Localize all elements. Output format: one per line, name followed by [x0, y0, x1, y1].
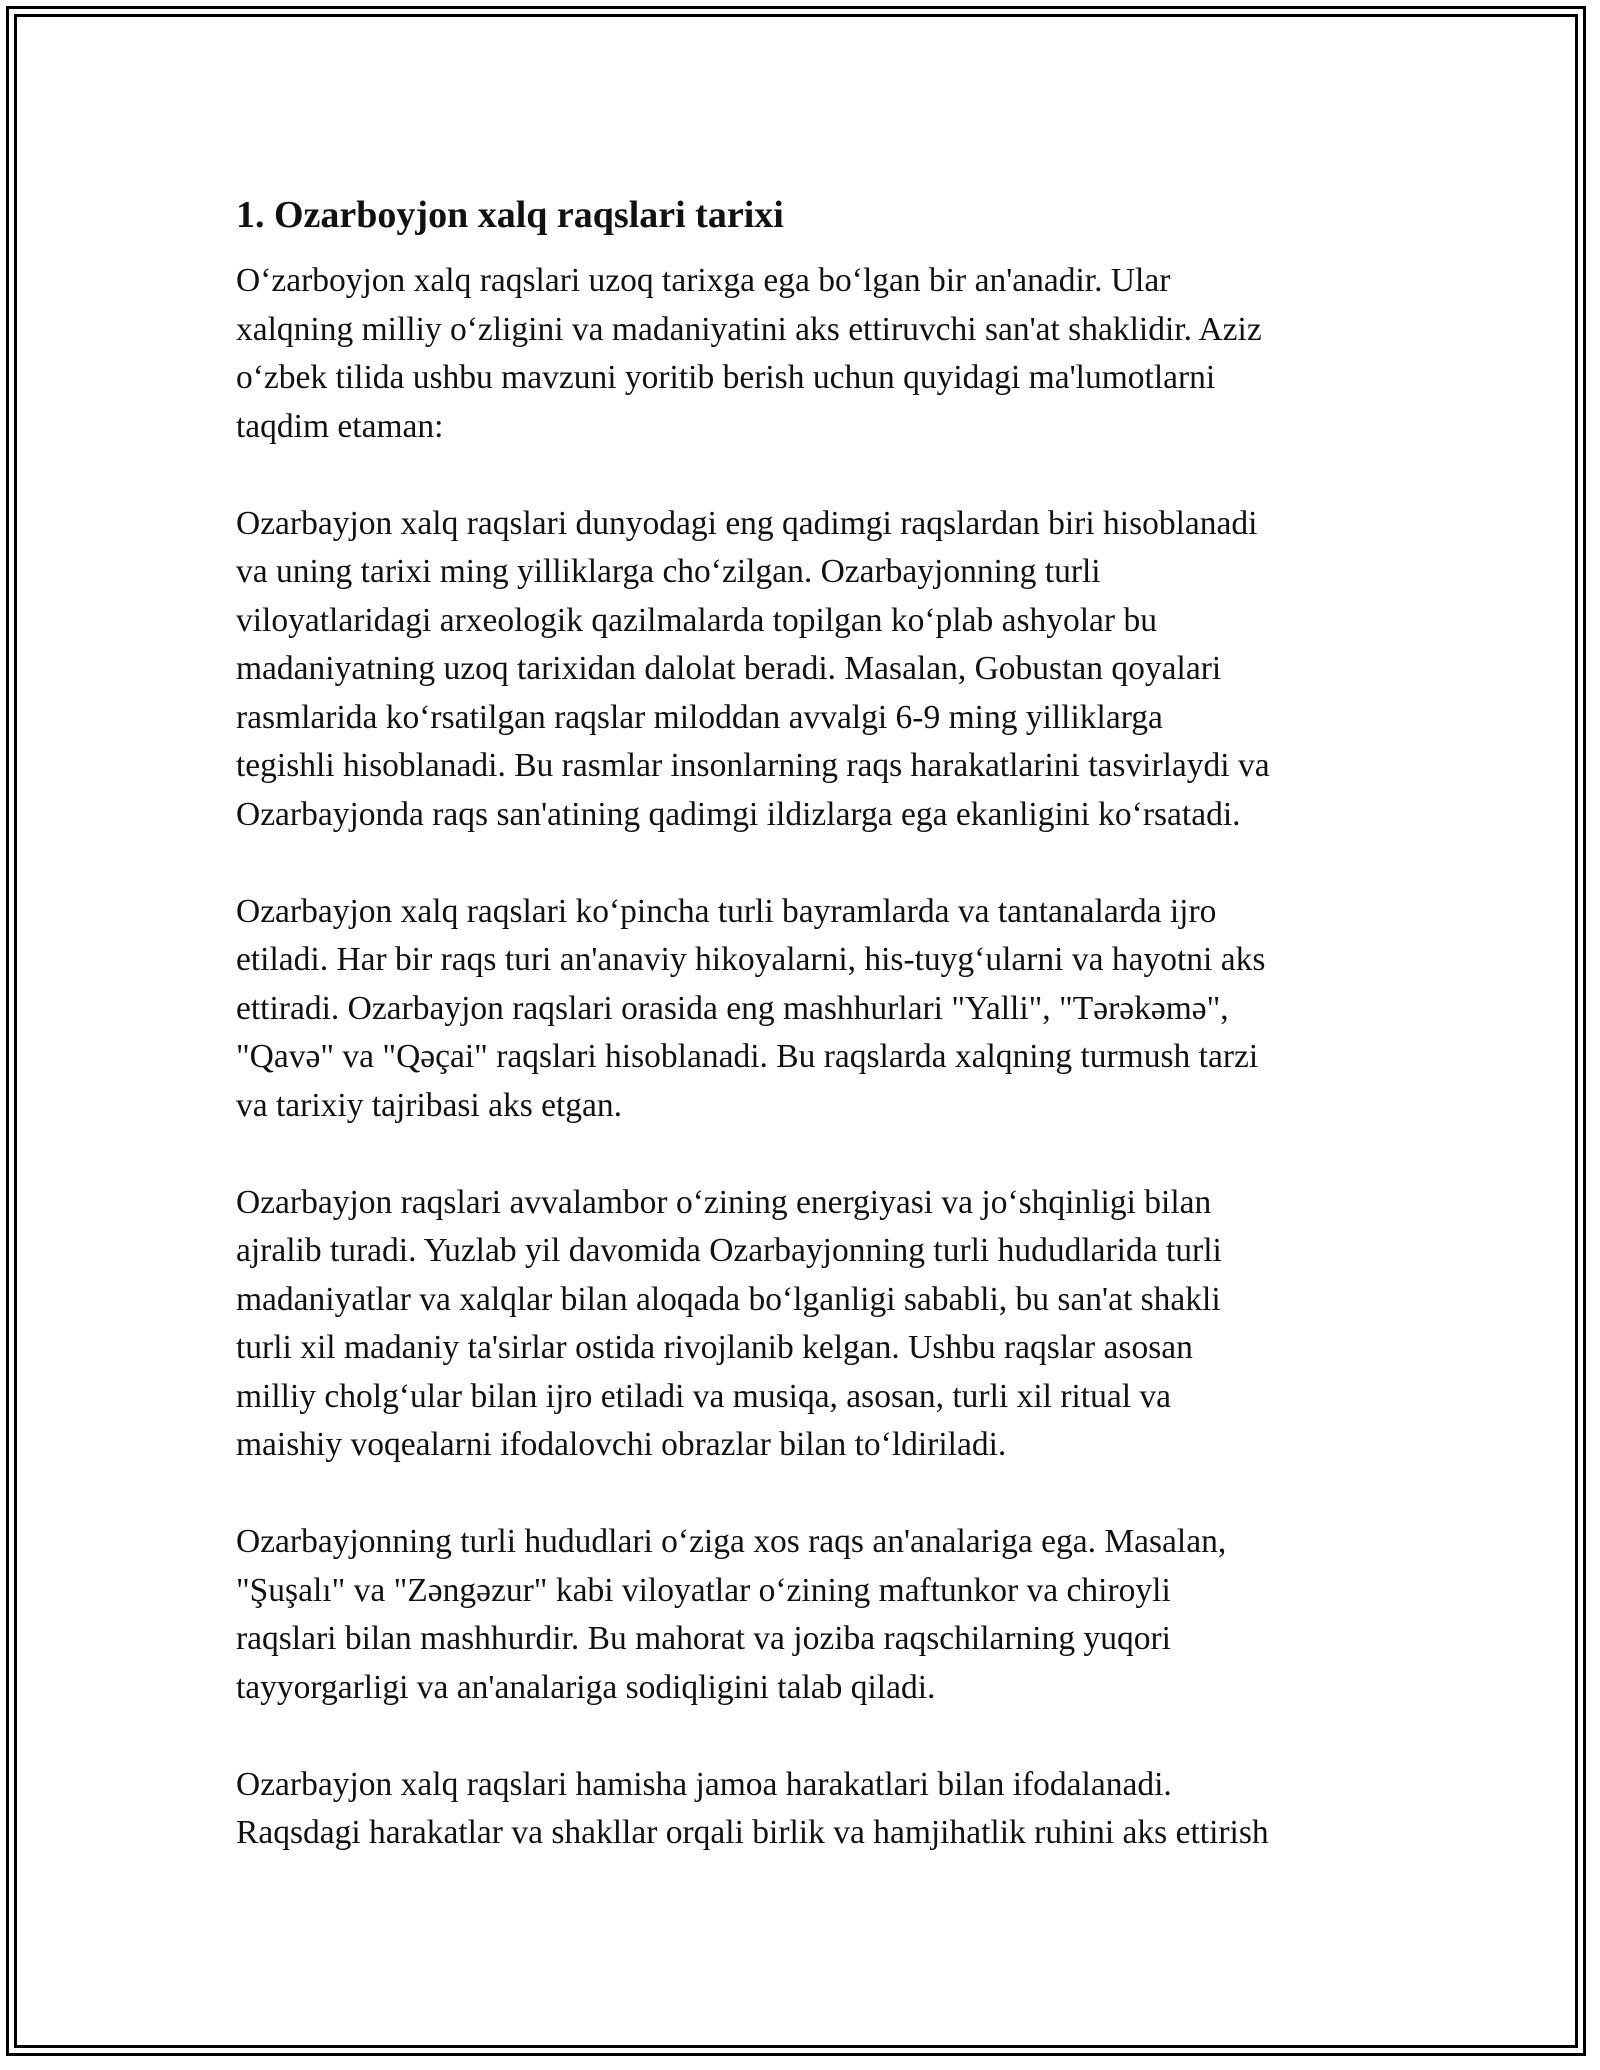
section-heading: 1. Ozarboyjon xalq raqslari tarixi [236, 194, 784, 236]
paragraph-intro [236, 257, 1386, 451]
text-line: "Şuşalı" va "Zəngəzur" kabi viloyatlar o‘zining maftunkor va chiroyli [236, 1571, 1171, 1609]
text-line: Ozarbayjonda raqs san'atining qadimgi ildizlarga ega ekanligini ko‘rsatadi. [236, 795, 1241, 833]
text-line: milliy cholg‘ular bilan ijro etiladi va musiqa, asosan, turli xil ritual va [236, 1377, 1172, 1415]
paragraph-history [236, 500, 1386, 840]
document-body [236, 185, 1386, 1906]
text-line: va tarixiy tajribasi aks etgan. [236, 1086, 623, 1124]
text-line: turli xil madaniy ta'sirlar ostida rivojlanib kelgan. Ushbu raqslar asosan [236, 1329, 1193, 1366]
text-line: raqslari bilan mashhurdir. Bu mahorat va joziba raqschilarning yuqori [236, 1620, 1171, 1657]
text-line: ajralib turadi. Yuzlab yil davomida Ozarbayjonning turli hududlarida turli [236, 1232, 1222, 1269]
text-line: madaniyatlar va xalqlar bilan aloqada bo‘lganligi sababli, bu san'at shakli [236, 1280, 1221, 1318]
text-line: maishiy voqealarni ifodalovchi obrazlar bilan to‘ldiriladi. [236, 1426, 1007, 1463]
paragraph-festivals [236, 888, 1386, 1131]
paragraph-collective [236, 1761, 1386, 1858]
text-line: va uning tarixi ming yilliklarga cho‘zilgan. Ozarbayjonning turli [236, 553, 1101, 590]
text-line: o‘zbek tilida ushbu mavzuni yoritib berish uchun quyidagi ma'lumotlarni [236, 359, 1216, 396]
paragraph-energy [236, 1179, 1386, 1470]
text-line: "Qavə" va "Qəçai" raqslari hisoblanadi. Bu raqslarda xalqning turmush tarzi [236, 1038, 1259, 1075]
text-line: rasmlarida ko‘rsatilgan raqslar miloddan avvalgi 6-9 ming yilliklarga [236, 698, 1163, 736]
text-line: tayyorgarligi va an'analariga sodiqligini talab qiladi. [236, 1668, 936, 1706]
text-line: Raqsdagi harakatlar va shakllar orqali birlik va hamjihatlik ruhini aks ettirish [236, 1814, 1269, 1851]
text-line: madaniyatning uzoq tarixidan dalolat beradi. Masalan, Gobustan qoyalari [236, 650, 1222, 687]
text-line: Ozarbayjon raqslari avvalambor o‘zining energiyasi va jo‘shqinligi bilan [236, 1183, 1212, 1221]
paragraph-regions [236, 1518, 1386, 1712]
text-line: ettiradi. Ozarbayjon raqslari orasida eng mashhurlari "Yalli", "Tərəkəmə", [236, 989, 1229, 1027]
text-line: Ozarbayjon xalq raqslari dunyodagi eng qadimgi raqslardan biri hisoblanadi [236, 504, 1258, 542]
text-line: Ozarbayjonning turli hududlari o‘ziga xos raqs an'analariga ega. Masalan, [236, 1523, 1227, 1560]
text-line: taqdim etaman: [236, 407, 444, 445]
text-line: Ozarbayjon xalq raqslari ko‘pincha turli bayramlarda va tantanalarda ijro [236, 892, 1217, 930]
text-line: tegishli hisoblanadi. Bu rasmlar insonlarning raqs harakatlarini tasvirlaydi va [236, 747, 1270, 784]
text-line: viloyatlaridagi arxeologik qazilmalarda topilgan ko‘plab ashyolar bu [236, 601, 1157, 639]
text-line: xalqning milliy o‘zligini va madaniyatini aks ettiruvchi san'at shaklidir. Aziz [236, 310, 1262, 348]
text-line: O‘zarboyjon xalq raqslari uzoq tarixga ega bo‘lgan bir an'anadir. Ular [236, 262, 1171, 299]
text-line: etiladi. Har bir raqs turi an'anaviy hikoyalarni, his-tuyg‘ularni va hayotni aks [236, 941, 1266, 978]
text-line: Ozarbayjon xalq raqslari hamisha jamoa harakatlari bilan ifodalanadi. [236, 1765, 1172, 1803]
